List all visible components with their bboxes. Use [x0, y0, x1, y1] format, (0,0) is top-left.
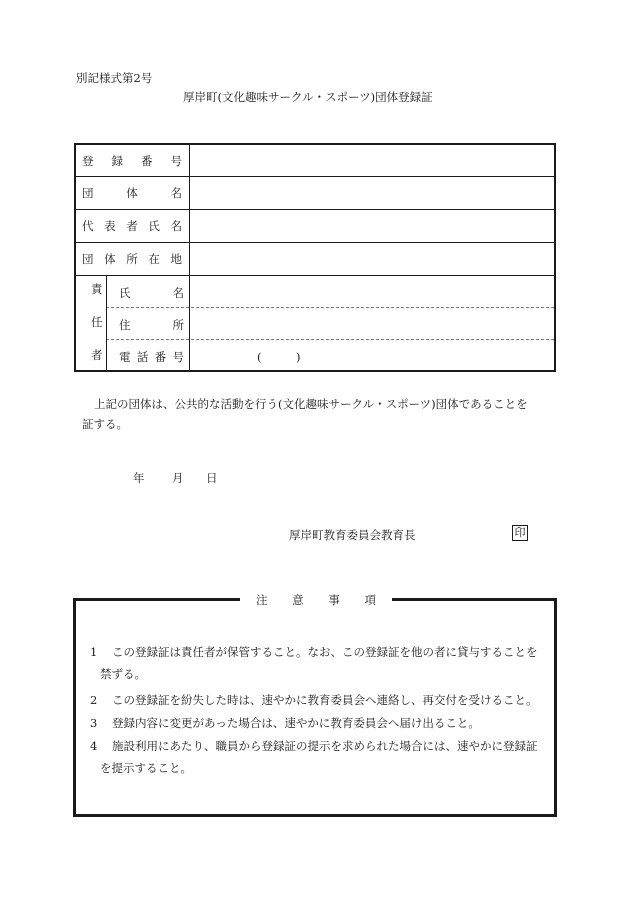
label-char: 在: [148, 252, 160, 266]
responsible-name-label: [119, 285, 184, 301]
label-char: 号: [170, 154, 182, 168]
responsible-phone-label: [119, 349, 184, 365]
label-char: 氏: [119, 286, 131, 300]
issuer-name: 厚岸町教育委員会教育長: [289, 528, 416, 542]
note-line-1: 施設利用にあたり、職員から登録証の提示を求められた場合には、速やかに登録証: [112, 739, 538, 753]
label-char: 番: [154, 350, 167, 364]
registration-table: [74, 143, 556, 372]
label-char: 氏: [148, 219, 160, 233]
table-row-representative-name: [76, 210, 554, 242]
document-title: 厚岸町(文化趣味サークル・スポーツ)団体登録証: [183, 90, 433, 104]
row-label: [82, 251, 182, 267]
row-label: [82, 185, 182, 201]
date-year-label: 年: [133, 471, 145, 485]
note-line-1: この登録証を紛失した時は、速やかに教育委員会へ連絡し、再交付を受けること。: [112, 693, 538, 707]
note-item: [90, 641, 550, 685]
label-char: 事: [328, 593, 340, 607]
note-number: 4: [90, 739, 98, 753]
label-char: 団: [82, 186, 94, 200]
seal-stamp: 印: [512, 525, 528, 541]
note-line-2: 禁ずる。: [100, 667, 146, 681]
certification-text: [82, 394, 564, 434]
notes-title: [240, 592, 392, 608]
label-char: 表: [104, 219, 116, 233]
form-number-label: 別記様式第2号: [76, 71, 153, 85]
certification-line-2: 証する。: [82, 417, 128, 431]
label-char: 項: [364, 593, 376, 607]
label-char: 団: [82, 252, 94, 266]
label-char: 名: [170, 219, 182, 233]
table-row-group-name: [76, 177, 554, 209]
label-char: 住: [119, 318, 131, 332]
note-item: [90, 735, 550, 779]
table-row-group-address: [76, 243, 554, 275]
label-char: 名: [170, 186, 182, 200]
table-row-registration-number: [76, 145, 554, 176]
label-char: 責: [91, 282, 103, 296]
note-line-1: この登録証は責任者が保管すること。なお、この登録証を他の者に貸与することを: [112, 645, 538, 659]
label-char: 番: [141, 154, 153, 168]
notes-box: [73, 593, 557, 817]
date-month-label: 月: [172, 471, 184, 485]
note-line-1: 登録内容に変更があった場合は、速やかに教育委員会へ届け出ること。: [112, 716, 480, 730]
note-number: 1: [90, 645, 98, 659]
label-char: 登: [82, 154, 94, 168]
label-char: 所: [126, 252, 138, 266]
label-char: 所: [172, 318, 184, 332]
date-day-label: 日: [206, 471, 218, 485]
responsible-person-label: [91, 281, 103, 363]
note-line-2: を提示すること。: [100, 761, 192, 775]
note-number: 2: [90, 693, 98, 707]
label-char: 録: [111, 154, 123, 168]
label-char: 者: [91, 348, 103, 362]
label-char: 注: [256, 593, 268, 607]
label-char: 者: [126, 219, 138, 233]
responsible-phone-value: ( ): [257, 350, 301, 364]
note-item: [90, 712, 550, 734]
note-number: 3: [90, 716, 98, 730]
label-char: 意: [292, 593, 304, 607]
label-char: 体: [104, 252, 116, 266]
certification-line-1: 上記の団体は、公共的な活動を行う(文化趣味サークル・スポーツ)団体であることを: [94, 397, 528, 411]
label-char: 話: [136, 350, 149, 364]
label-char: 号: [172, 350, 184, 364]
responsible-address-label: [119, 317, 184, 333]
label-char: 地: [170, 252, 182, 266]
label-char: 電: [119, 350, 131, 364]
label-char: 代: [82, 219, 94, 233]
label-char: 名: [172, 286, 184, 300]
row-label: [82, 218, 182, 234]
label-char: 任: [91, 315, 103, 329]
label-char: 体: [126, 186, 138, 200]
row-label: [82, 153, 182, 169]
note-item: [90, 689, 550, 711]
